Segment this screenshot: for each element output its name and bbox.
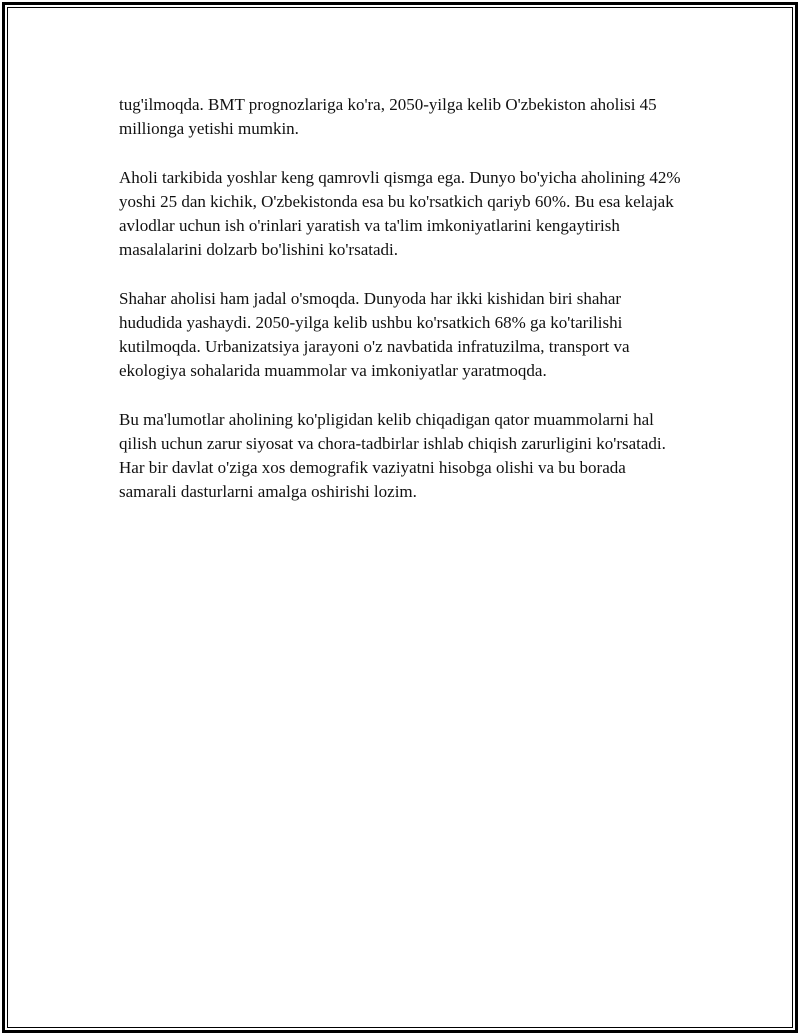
paragraph-2: Aholi tarkibida yoshlar keng qamrovli qismga ega. Dunyo bo'yicha aholining 42% yoshi 25 dan kichik, O'zbekistonda esa bu ko'rsatkich qariyb 60%. Bu esa kelajak avlodlar uchun ish o'rinlari yaratish va ta'lim imkoniyatlarini kengaytirish masalalarini dolzarb bo'lishini ko'rsatadi.: [119, 167, 681, 260]
paragraph-3: Shahar aholisi ham jadal o'smoqda. Dunyoda har ikki kishidan biri shahar hududida yashaydi. 2050-yilga kelib ushbu ko'rsatkich 68% ga ko'tarilishi kutilmoqda. Urbanizatsiya jarayoni o'z navbatida infratuzilma, transport va ekologiya sohalarida muammolar va imkoniyatlar yaratmoqda.: [119, 288, 630, 381]
paragraph-4: Bu ma'lumotlar aholining ko'pligidan kelib chiqadigan qator muammolarni hal qilish uchun zarur siyosat va chora-tadbirlar ishlab chiqish zarurligini ko'rsatadi. Har bir davlat o'ziga xos demografik vaziyatni hisobga olishi va bu borada samarali dasturlarni amalga oshirishi lozim.: [119, 409, 666, 502]
document-page: [2, 2, 798, 1033]
paragraph-1: tug'ilmoqda. BMT prognozlariga ko'ra, 2050-yilga kelib O'zbekiston aholisi 45 millionga yetishi mumkin.: [119, 95, 657, 139]
document-body: [119, 93, 685, 529]
